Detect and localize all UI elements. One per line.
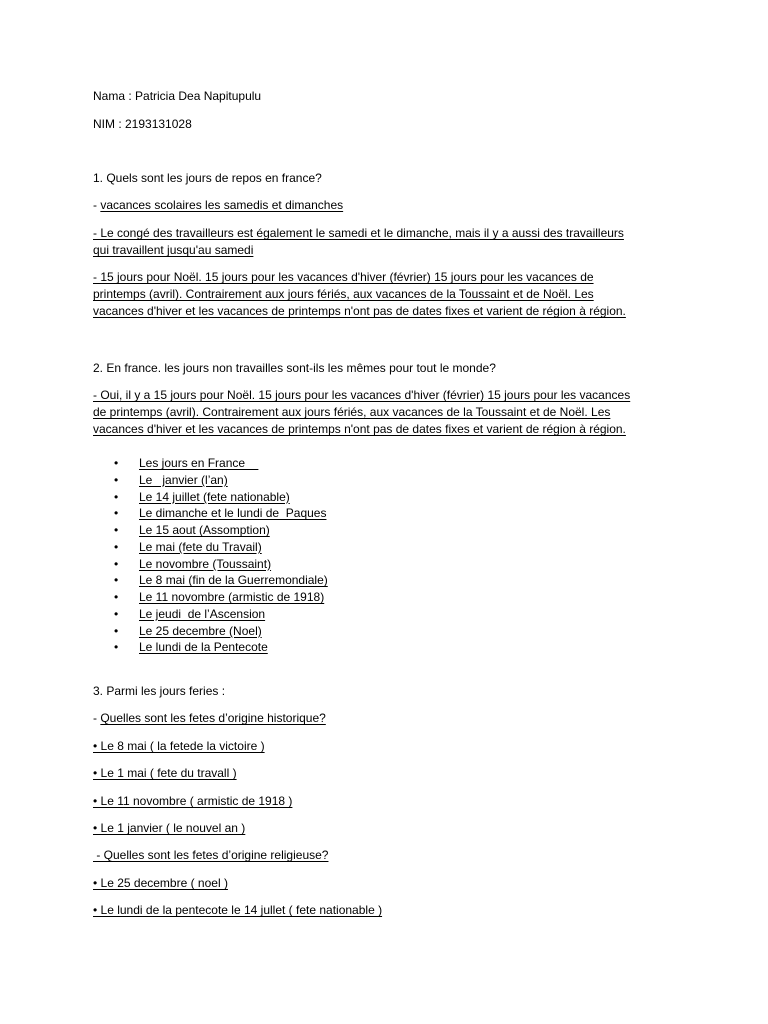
religious-holiday: • Le 25 decembre ( noel ) <box>93 876 228 890</box>
list-item <box>114 455 328 472</box>
list-item <box>114 472 328 489</box>
list-item-text: Le jeudi de l’Ascension <box>139 606 266 621</box>
list-item <box>114 505 328 522</box>
question-1: 1. Quels sont les jours de repos en france? <box>93 171 322 185</box>
list-item <box>114 639 328 656</box>
bullet-icon: • <box>114 489 119 504</box>
student-name: Nama : Patricia Dea Napitupulu <box>93 89 262 103</box>
q2-answer-line: vacances d'hiver et les vacances de printemps n'ont pas de dates fixes et varient de région à région. <box>93 422 626 436</box>
holiday-list <box>114 455 328 656</box>
q2-answer <box>93 387 683 438</box>
list-item <box>114 556 328 573</box>
historic-holiday: • Le 8 mai ( la fetede la victoire ) <box>93 739 265 753</box>
list-item <box>114 489 328 506</box>
bullet-icon: • <box>114 590 119 604</box>
q2-answer-line: de printemps (avril). Contrairement aux jours fériés, aux vacances de la Toussaint et de Noël. Les <box>93 405 611 419</box>
historic-holiday: • Le 1 janvier ( le nouvel an ) <box>93 821 246 835</box>
religious-holiday: • Le lundi de la pentecote le 14 jullet ( fete nationable ) <box>93 903 383 917</box>
question-3: 3. Parmi les jours feries : <box>93 684 226 698</box>
list-item-text: Le 25 decembre (Noel) <box>139 623 262 638</box>
list-item <box>114 589 328 606</box>
q1-answer-3-line: printemps (avril). Contrairement aux jours fériés, aux vacances de la Toussaint et de Noël. Les <box>93 287 594 301</box>
q1-answer-3-line: - 15 jours pour Noël. 15 jours pour les vacances d'hiver (février) 15 jours pour les vacances de <box>93 270 594 284</box>
q1-answer-3-line: vacances d'hiver et les vacances de printemps n'ont pas de dates fixes et varient de région à région. <box>93 304 626 318</box>
q1-answer-1-text: vacances scolaires les samedis et dimanches <box>100 198 344 212</box>
list-item <box>114 539 328 556</box>
bullet-icon: • <box>114 539 119 554</box>
list-item-text: Le dimanche et le lundi de Paques <box>139 506 327 521</box>
q2-answer-line: - Oui, il y a 15 jours pour Noël. 15 jours pour les vacances d'hiver (février) 15 jours pour les vacances <box>93 388 631 402</box>
historic-holiday: • Le 1 mai ( fete du travall ) <box>93 766 237 780</box>
q1-answer-3 <box>93 269 683 320</box>
bullet-icon: • <box>114 573 119 588</box>
bullet-icon: • <box>114 472 119 487</box>
list-item <box>114 623 328 640</box>
bullet-icon: • <box>114 623 119 638</box>
q1-answer-2-line: qui travaillent jusqu'au samedi <box>93 243 254 257</box>
bullet-icon: • <box>114 640 119 655</box>
q3-sub1-text: Quelles sont les fetes d’origine historique? <box>100 711 326 725</box>
q1-answer-1-dash: - <box>93 198 101 212</box>
q3-sub1-dash: - <box>93 711 101 725</box>
bullet-icon: • <box>114 606 119 621</box>
list-item <box>114 606 328 623</box>
q3-sub-question-religious: - Quelles sont les fetes d’origine religieuse? <box>93 848 329 862</box>
bullet-icon: • <box>114 506 119 521</box>
list-item-text: Le 8 mai (fin de la Guerremondiale) <box>139 573 328 588</box>
bullet-icon: • <box>114 556 119 571</box>
q1-answer-2-line: - Le congé des travailleurs est également le samedi et le dimanche, mais il y a aussi des travailleurs <box>93 226 624 240</box>
list-item <box>114 522 328 539</box>
list-item-text: Le novombre (Toussaint) <box>139 556 272 571</box>
list-item-text: Le 15 aout (Assomption) <box>139 523 270 537</box>
list-item <box>114 572 328 589</box>
bullet-icon: • <box>114 523 119 537</box>
historic-holiday: • Le 11 novombre ( armistic de 1918 ) <box>93 794 293 808</box>
q1-answer-1 <box>93 197 683 214</box>
question-2: 2. En france. les jours non travailles sont-ils les mêmes pour tout le monde? <box>93 361 496 375</box>
bullet-icon: • <box>114 456 119 470</box>
list-item-text: Le 14 juillet (fete nationable) <box>139 489 290 504</box>
q1-answer-2 <box>93 225 683 259</box>
list-item-text: Le mai (fete du Travail) <box>139 539 262 554</box>
student-nim: NIM : 2193131028 <box>93 117 192 131</box>
q3-sub-question-historic <box>93 710 683 727</box>
list-item-text: Les jours en France <box>139 456 259 470</box>
list-item-text: Le janvier (l’an) <box>139 472 228 487</box>
list-item-text: Le 11 novombre (armistic de 1918) <box>139 590 325 604</box>
list-item-text: Le lundi de la Pentecote <box>139 640 268 655</box>
